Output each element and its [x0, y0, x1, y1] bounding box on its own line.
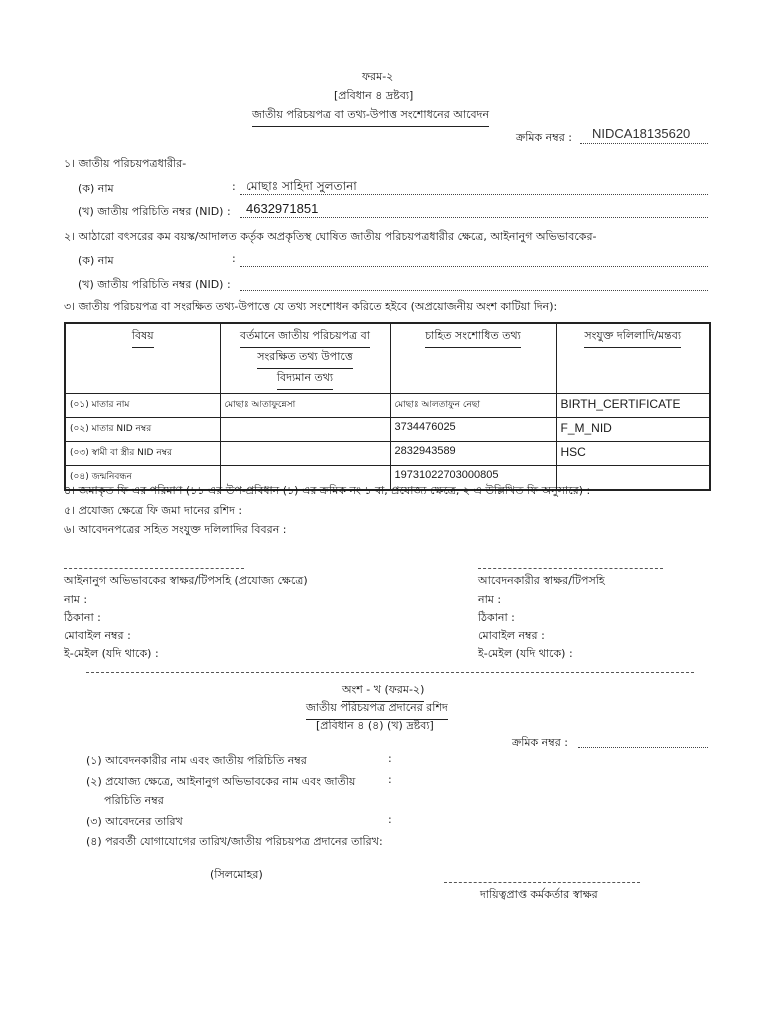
guardian-name-label: (ক) নাম: [78, 254, 114, 267]
row-current: [220, 442, 390, 466]
receipt-item-2-colon: :: [388, 773, 392, 786]
header-requested-info: চাহিত সংশোধিত তথ্য: [390, 323, 556, 394]
row-subject: (০২) মাতার NID নম্বর: [65, 418, 220, 442]
receipt-item-2: (২) প্রযোজ্য ক্ষেত্রে, আইনানুগ অভিভাবকের নাম এবং জাতীয়: [86, 775, 356, 788]
guardian-email: ই-মেইল (যদি থাকে) :: [64, 647, 159, 660]
guardian-signature-line: [64, 568, 244, 569]
guardian-address: ঠিকানা :: [64, 611, 101, 624]
applicant-email: ই-মেইল (যদি থাকে) :: [478, 647, 573, 660]
header-subject: বিষয়: [65, 323, 220, 394]
holder-name-line: [240, 194, 708, 195]
row-subject: (০৪) জন্মনিবন্ধন: [65, 466, 220, 490]
serial-number: NIDCA18135620: [592, 126, 691, 141]
officer-signature-label: দায়িত্বপ্রাপ্ত কর্মকর্তার স্বাক্ষর: [480, 888, 598, 901]
holder-name-colon: :: [232, 180, 236, 193]
header-attachments: সংযুক্ত দলিলাদি/মন্তব্য: [556, 323, 710, 394]
holder-name-label: (ক) নাম: [78, 182, 114, 195]
applicant-name: নাম :: [478, 593, 502, 606]
section3-heading: ৩। জাতীয় পরিচয়পত্র বা সংরক্ষিত তথ্য-উপাত্তে যে তথ্য সংশোধন করিতে হইবে (অপ্রয়োজনীয় অংশ কাটিয়া দিন):: [64, 300, 558, 313]
row-requested: 3734476025: [390, 418, 556, 442]
holder-nid-line: [240, 217, 708, 218]
applicant-address: ঠিকানা :: [478, 611, 515, 624]
receipt-item-3-colon: :: [388, 813, 392, 826]
receipt-item-1-colon: :: [388, 752, 392, 765]
serial-dotted-line: [580, 143, 708, 144]
row-note: BIRTH_CERTIFICATE: [556, 394, 710, 418]
header-current-info: বর্তমানে জাতীয় পরিচয়পত্র বা সংরক্ষিত তথ্য উপাত্তে বিদ্যমান তথ্য: [220, 323, 390, 394]
holder-nid-value: 4632971851: [246, 201, 319, 216]
table-header-row: [65, 323, 710, 394]
section6-text: ৬। আবেদনপত্রের সহিত সংযুক্ত দলিলাদির বিবরন :: [64, 523, 287, 536]
row-requested: মোছাঃ আলতাফুন নেছা: [390, 394, 556, 418]
receipt-item-1: (১) আবেদনকারীর নাম এবং জাতীয় পরিচিতি নম্বর: [86, 754, 307, 767]
row-requested: 19731022703000805: [390, 466, 556, 490]
table-row: [65, 418, 710, 442]
guardian-name: নাম :: [64, 593, 88, 606]
receipt-serial-line: [578, 747, 708, 748]
applicant-mobile: মোবাইল নম্বর :: [478, 629, 545, 642]
guardian-name-line: [240, 266, 708, 267]
receipt-item-2-cont: পরিচিতি নম্বর: [104, 794, 164, 807]
row-note: F_M_NID: [556, 418, 710, 442]
serial-label: ক্রমিক নম্বর :: [516, 131, 572, 144]
guardian-name-colon: :: [232, 252, 236, 265]
receipt-part-title: অংশ - খ (ফরম-২): [342, 681, 424, 702]
holder-nid-label: (খ) জাতীয় পরিচিতি নম্বর (NID) :: [78, 205, 231, 218]
table-row: [65, 442, 710, 466]
guardian-nid-label: (খ) জাতীয় পরিচিতি নম্বর (NID) :: [78, 278, 231, 291]
applicant-signature-line: [478, 568, 663, 569]
receipt-item-3: (৩) আবেদনের তারিখ: [86, 815, 183, 828]
row-subject: (০৩) স্বামী বা স্ত্রীর NID নম্বর: [65, 442, 220, 466]
row-subject: (০১) মাতার নাম: [65, 394, 220, 418]
row-note: HSC: [556, 442, 710, 466]
section4-text: ৪। জমাকৃত ফি এর পরিমাণ (১১ এর উপ-প্রবিধান (১) এর ক্রমিক নং ১ বা, প্রযোজ্য ক্ষেত্রে, ২ এ উল্লিখিত ফি অনুসারে) :: [64, 484, 591, 497]
guardian-nid-line: [240, 290, 708, 291]
section2-heading: ২। আঠারো বৎসরের কম বয়স্ক/আদালত কর্তৃক অপ্রকৃতিস্থ ঘোষিত জাতীয় পরিচয়পত্রধারীর ক্ষেত্রে, আইনানুগ অভিভাবকের-: [64, 230, 597, 243]
receipt-serial-label: ক্রমিক নম্বর :: [512, 736, 568, 749]
guardian-mobile: মোবাইল নম্বর :: [64, 629, 131, 642]
seal-label: (সিলমোহর): [210, 868, 263, 881]
guardian-signature-title: আইনানুগ অভিভাবকের স্বাক্ষর/টিপসহি (প্রযোজ্য ক্ষেত্রে): [64, 574, 308, 587]
receipt-item-4: (৪) পরবর্তী যোগাযোগের তারিখ/জাতীয় পরিচয়পত্র প্রদানের তারিখ:: [86, 835, 383, 848]
row-current: মোছাঃ আতাফুন্নেসা: [220, 394, 390, 418]
table-row: [65, 394, 710, 418]
form-title: জাতীয় পরিচয়পত্র বা তথ্য-উপাত্ত সংশোধনের আবেদন: [252, 106, 489, 127]
section5-text: ৫। প্রযোজ্য ক্ষেত্রে ফি জমা দানের রশিদ :: [64, 504, 243, 517]
cut-line: [86, 672, 694, 673]
officer-signature-line: [444, 882, 640, 883]
row-requested: 2832943589: [390, 442, 556, 466]
row-current: [220, 418, 390, 442]
receipt-title: জাতীয় পরিচয়পত্র প্রদানের রশিদ: [306, 699, 448, 720]
receipt-rule-reference: [প্রবিধান ৪ (৪) (খ) দ্রষ্টব্য]: [316, 719, 434, 732]
correction-table: [64, 322, 711, 491]
applicant-signature-title: আবেদনকারীর স্বাক্ষর/টিপসহি: [478, 574, 605, 587]
form-number: ফরম-২: [362, 70, 394, 83]
holder-name-value: মোছাঃ সাহিদা সুলতানা: [246, 179, 357, 193]
rule-reference: [প্রবিধান ৪ দ্রষ্টব্য]: [334, 89, 414, 102]
section1-heading: ১। জাতীয় পরিচয়পত্রধারীর-: [64, 157, 187, 170]
